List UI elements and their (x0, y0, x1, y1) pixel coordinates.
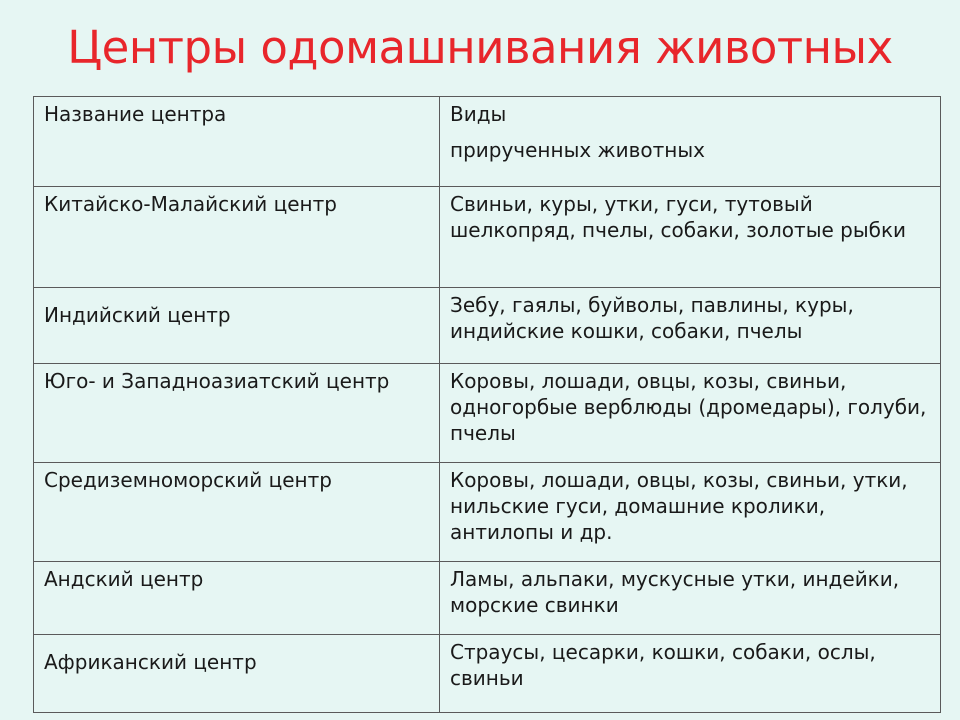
header-species (440, 97, 941, 187)
center-name-cell: Средиземноморский центр (34, 463, 440, 562)
table-header-row (34, 97, 941, 187)
species-cell: Свиньи, куры, утки, гуси, тутовый шелкопряд, пчелы, собаки, золотые рыбки (440, 187, 941, 288)
table-row (34, 463, 941, 562)
table-row (34, 562, 941, 635)
table-row (34, 288, 941, 364)
header-center-name (34, 97, 440, 187)
header-species-line2: прирученных животных (450, 138, 705, 162)
table-row (34, 635, 941, 713)
domestication-centers-table (33, 96, 941, 713)
slide-title: Центры одомашнивания животных (67, 21, 893, 74)
species-cell: Коровы, лошади, овцы, козы, свиньи, одногорбые верблюды (дромедары), голуби, пчелы (440, 364, 941, 463)
center-name-cell: Андский центр (34, 562, 440, 635)
species-cell: Коровы, лошади, овцы, козы, свиньи, утки, нильские гуси, домашние кролики, антилопы и др. (440, 463, 941, 562)
table-row (34, 187, 941, 288)
species-cell: Зебу, гаялы, буйволы, павлины, куры, индийские кошки, собаки, пчелы (440, 288, 941, 364)
center-name-cell: Китайско-Малайский центр (34, 187, 440, 288)
species-cell: Ламы, альпаки, мускусные утки, индейки, морские свинки (440, 562, 941, 635)
species-cell: Страусы, цесарки, кошки, собаки, ослы, свиньи (440, 635, 941, 713)
table-row (34, 364, 941, 463)
header-species-line1: Виды (450, 102, 507, 126)
header-center-label: Название центра (44, 102, 227, 126)
center-name-cell: Юго- и Западноазиатский центр (34, 364, 440, 463)
center-name-cell: Африканский центр (34, 635, 440, 713)
center-name-cell: Индийский центр (34, 288, 440, 364)
